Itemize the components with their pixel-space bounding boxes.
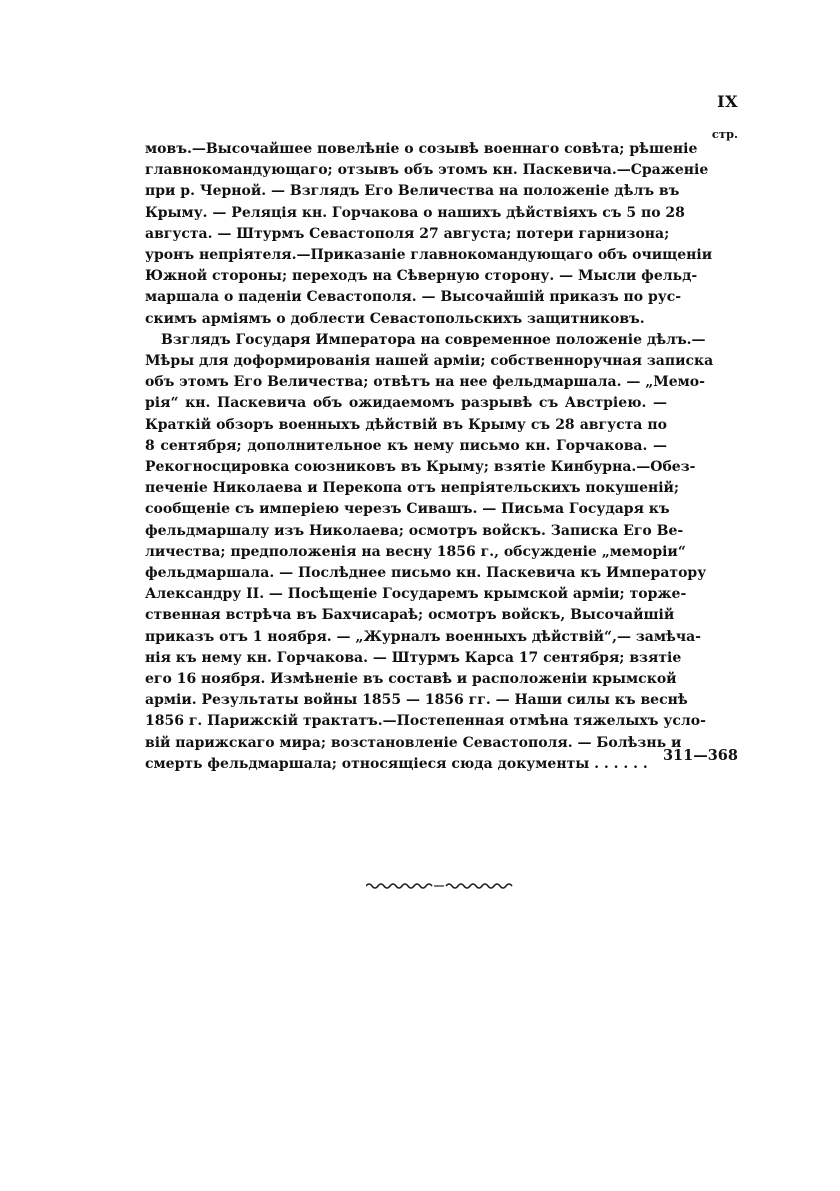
text-line: маршала о паденіи Севастополя. — Высочайшій приказъ по рус- — [145, 289, 682, 306]
text-line: приказъ отъ 1 ноября. — „Журналъ военныхъ дѣйствій“,— замѣча- — [145, 628, 701, 645]
text-line: августа. — Штурмъ Севастополя 27 августа; потери гарнизона; — [145, 225, 670, 242]
text-line: Южной стороны; переходъ на Сѣверную сторону. — Мысли фельд- — [145, 268, 698, 285]
text-line: 1856 г. Парижскій трактатъ.—Постепенная отмѣна тяжелыхъ усло- — [145, 713, 706, 730]
text-line: смерть фельдмаршала; относящіеся сюда документы . . . . . . — [145, 755, 648, 772]
text-line: Александру II. — Посѣщеніе Государемъ крымской арміи; торже- — [145, 586, 687, 603]
text-line: главнокомандующаго; отзывъ объ этомъ кн. Паскевича.—Сраженіе — [145, 162, 709, 179]
text-line: мовъ.—Высочайшее повелѣніе о созывѣ военнаго совѣта; рѣшеніе — [145, 141, 698, 157]
page-number: IX — [717, 92, 738, 111]
text-line: скимъ арміямъ о доблести Севастопольскихъ защитниковъ. — [145, 310, 645, 327]
text-line: уронъ непріятеля.—Приказаніе главнокомандующаго объ очищеніи — [145, 247, 713, 264]
text-line: ственная встрѣча въ Бахчисараѣ; осмотръ войскъ, Высочайшій — [145, 607, 675, 624]
text-line: Мѣры для доформированія нашей арміи; собственноручная записка — [145, 353, 714, 370]
text-line: при р. Черной. — Взглядъ Его Величества на положеніе дѣлъ въ — [145, 183, 680, 200]
text-line: арміи. Результаты войны 1855 — 1856 гг. — Наши силы къ веснѣ — [145, 692, 688, 709]
page-range: 311—368 — [662, 747, 738, 764]
text-line: объ этомъ Его Величества; отвѣтъ на нее фельдмаршала. — „Мемо- — [145, 374, 705, 391]
text-line: Рекогносцировка союзниковъ въ Крыму; взятіе Кинбурна.—Обез- — [145, 459, 696, 476]
text-line: Краткій обзоръ военныхъ дѣйствій въ Крыму съ 28 августа по — [145, 416, 667, 433]
text-line: Крыму. — Реляція кн. Горчакова о нашихъ дѣйствіяхъ съ 5 по 28 — [145, 204, 685, 221]
text-line: фельдмаршала. — Послѣднее письмо кн. Паскевича къ Императору — [145, 565, 707, 582]
wavy-rule-ornament — [366, 880, 516, 892]
text-line: фельдмаршалу изъ Николаева; осмотръ войскъ. Записка Его Ве- — [145, 522, 684, 539]
text-line: 8 сентября; дополнительное къ нему письмо кн. Горчакова. — — [145, 437, 667, 454]
text-line: вій парижскаго мира; возстановленіе Севастополя. — Болѣзнь и — [145, 734, 682, 751]
text-line: его 16 ноября. Измѣненіе въ составѣ и расположеніи крымской — [145, 671, 677, 688]
text-line: нія къ нему кн. Горчакова. — Штурмъ Карса 17 сентября; взятіе — [145, 649, 682, 666]
column-label: стр. — [711, 127, 738, 141]
text-line: Взглядъ Государя Императора на современное положеніе дѣлъ.— — [161, 331, 706, 348]
text-line: печеніе Николаева и Перекопа отъ непріятельскихъ покушеній; — [145, 480, 680, 497]
text-line: сообщеніе съ имперіею черезъ Сивашъ. — Письма Государя къ — [145, 501, 670, 518]
text-line: рія“ кн. Паскевича объ ожидаемомъ разрывѣ съ Австріею. — — [145, 395, 667, 412]
text-line: личества; предположенія на весну 1856 г., обсужденіе „меморіи“ — [145, 543, 686, 560]
